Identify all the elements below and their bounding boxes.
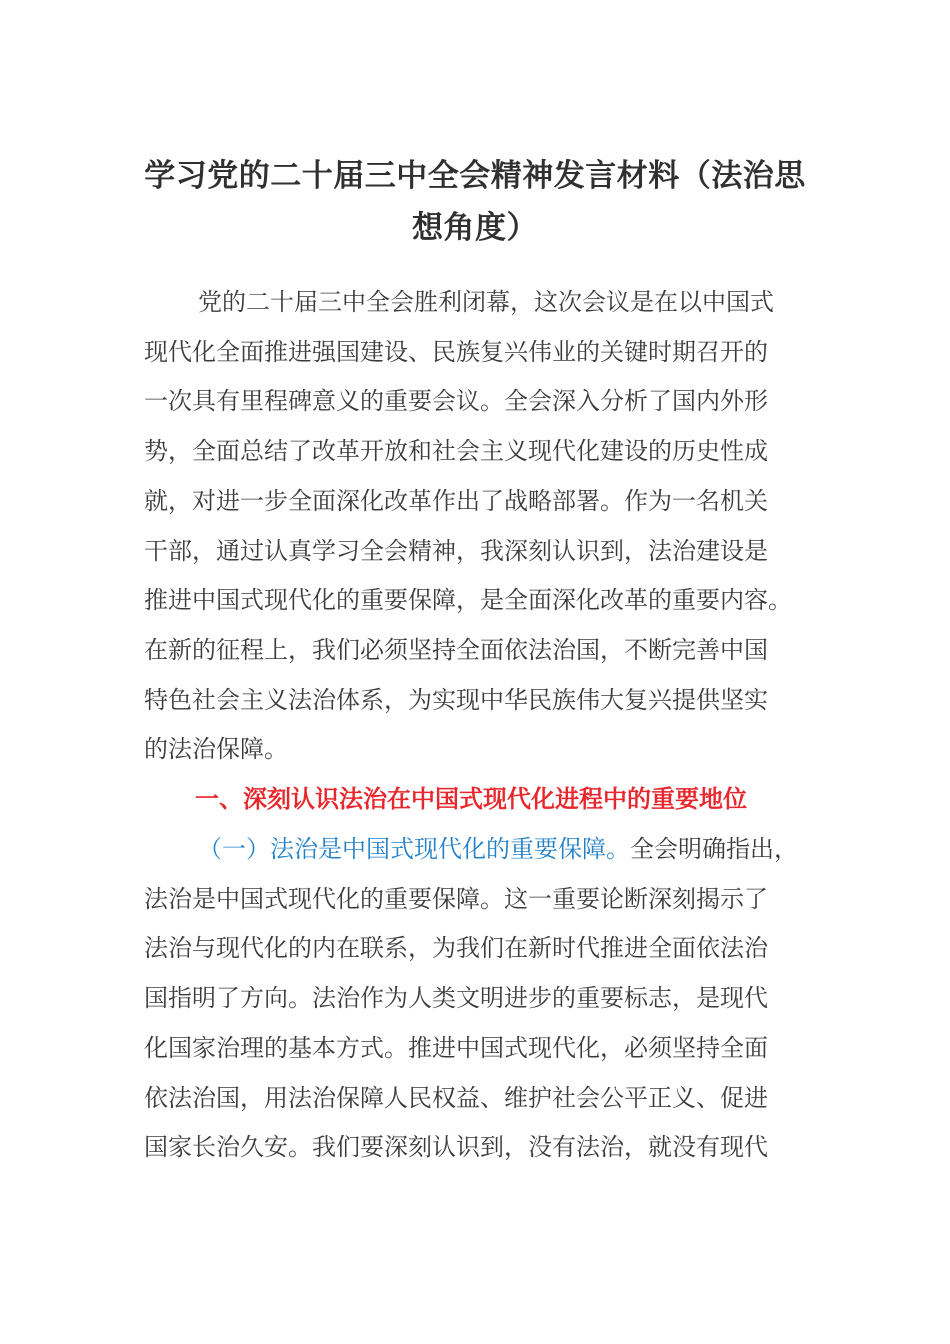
section-heading: 一、深刻认识法治在中国式现代化进程中的重要地位 [195,785,747,813]
paragraph-line: 就，对进一步全面深化改革作出了战略部署。作为一名机关 [144,486,768,515]
paragraph-line: 势，全面总结了改革开放和社会主义现代化建设的历史性成 [144,437,768,466]
paragraph-line: 一次具有里程碑意义的重要会议。全会深入分析了国内外形 [144,387,768,416]
paragraph-line: 依法治国，用法治保障人民权益、维护社会公平正义、促进 [144,1083,768,1112]
document-title: 学习党的二十届三中全会精神发言材料（法治思想角度） [144,158,806,246]
paragraph-line: 推进中国式现代化的重要保障，是全面深化改革的重要内容。 [144,586,792,615]
paragraph-line: 的法治保障。 [144,735,288,764]
paragraph-line: 特色社会主义法治体系，为实现中华民族伟大复兴提供坚实 [144,685,768,714]
paragraph-line: 国指明了方向。法治作为人类文明进步的重要标志，是现代 [144,984,768,1013]
paragraph-intro [144,278,808,775]
paragraph-line: （一）法治是中国式现代化的重要保障。全会明确指出， [198,835,798,863]
paragraph-line: 党的二十届三中全会胜利闭幕，这次会议是在以中国式 [198,288,774,316]
paragraph-line: 干部，通过认真学习全会精神，我深刻认识到，法治建设是 [144,536,768,565]
subsection-heading: （一）法治是中国式现代化的重要保障。 [198,835,630,863]
paragraph-line: 国家长治久安。我们要深刻认识到，没有法治，就没有现代 [144,1133,768,1162]
paragraph-line: 法治与现代化的内在联系，为我们在新时代推进全面依法治 [144,934,768,963]
paragraph-line: 在新的征程上，我们必须坚持全面依法治国，不断完善中国 [144,635,768,664]
paragraph-line: 现代化全面推进强国建设、民族复兴伟业的关键时期召开的 [144,337,768,366]
paragraph-line: 化国家治理的基本方式。推进中国式现代化，必须坚持全面 [144,1033,768,1062]
paragraph-section-1 [144,825,808,1173]
paragraph-line: 法治是中国式现代化的重要保障。这一重要论断深刻揭示了 [144,884,768,913]
